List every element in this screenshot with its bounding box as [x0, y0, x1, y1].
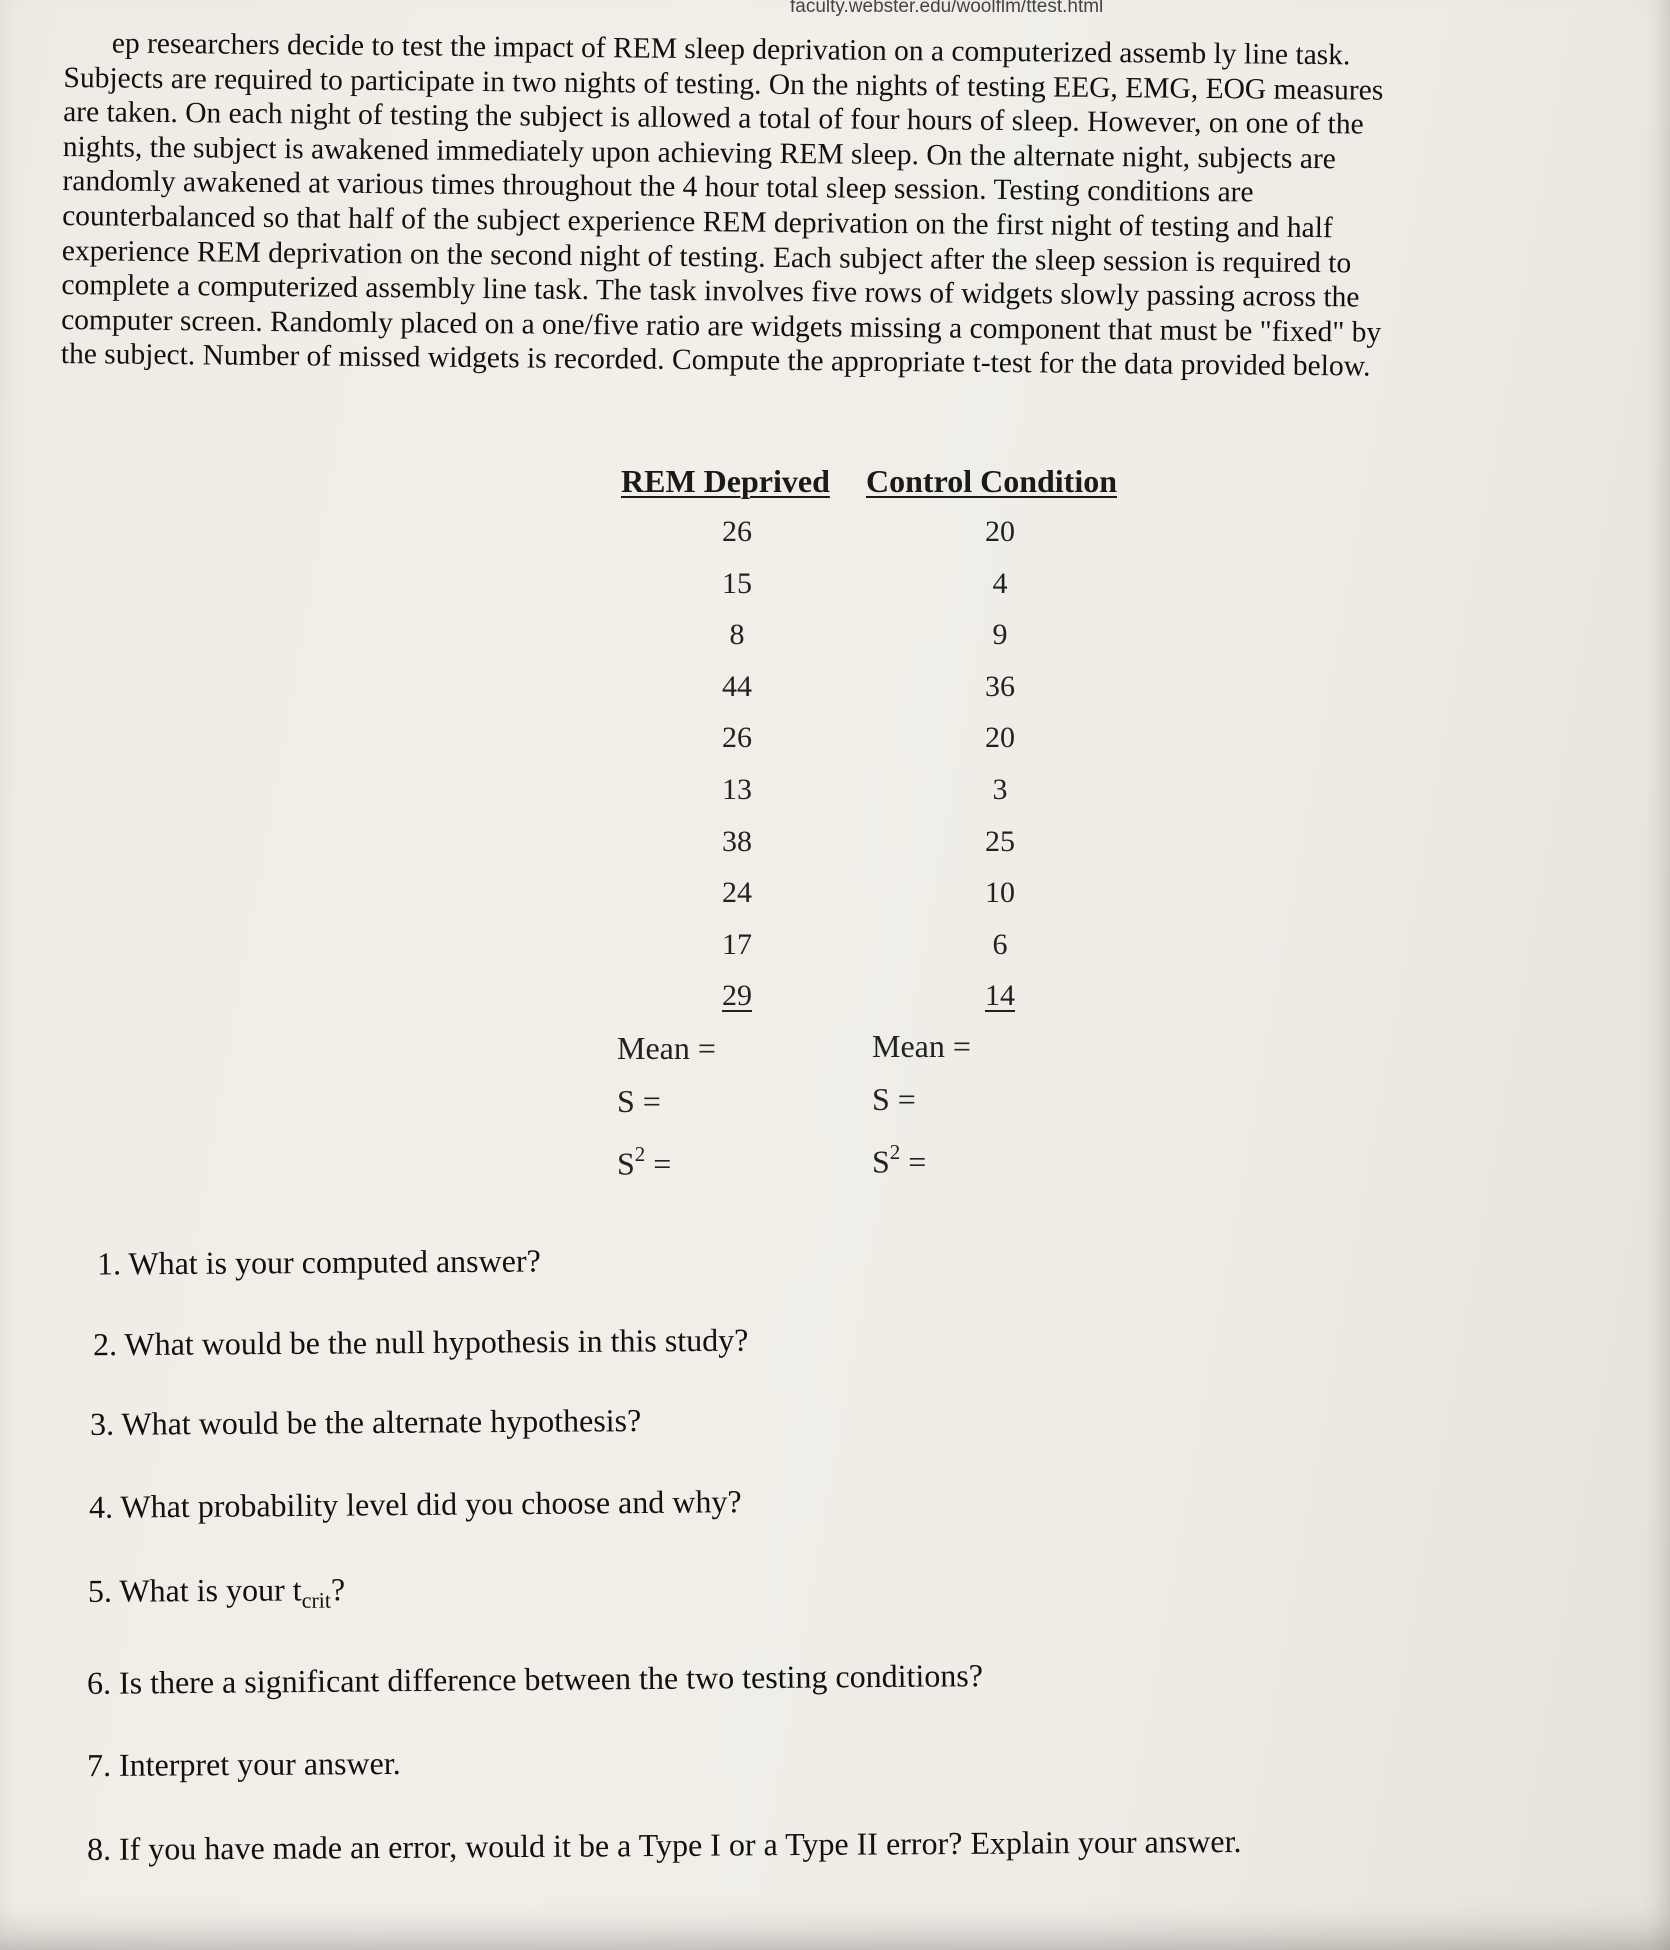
rem-value: 26 [722, 721, 752, 755]
rem-s-label: S = [617, 1083, 661, 1119]
question-2: 2. What would be the null hypothesis in this study? [92, 1321, 749, 1363]
question-4: 4. What probability level did you choose and why? [88, 1483, 742, 1525]
rem-value: 17 [722, 927, 752, 961]
control-s-label: S = [872, 1081, 916, 1117]
intro-line: counterbalanced so that half of the subject experience REM deprivation on the first night of testing and half [62, 199, 1333, 245]
rem-deprived-header: REM Deprived [621, 463, 830, 499]
control-values-column [960, 506, 1040, 1022]
rem-value: 29 [722, 979, 752, 1013]
rem-value: 44 [722, 669, 752, 703]
control-mean-label: Mean = [872, 1028, 971, 1064]
question-3: 3. What would be the alternate hypothesis? [89, 1402, 642, 1442]
control-value: 4 [992, 566, 1008, 600]
control-s2-label: $S^2$ = [872, 1140, 927, 1180]
rem-s2-label: $S^2$ = [617, 1142, 672, 1182]
control-value: 6 [992, 927, 1008, 961]
rem-value: 24 [722, 876, 752, 910]
question-6: 6. Is there a significant difference between the two testing conditions? [86, 1657, 984, 1701]
question-5: 5. What is your $t_{crit}$? [87, 1571, 346, 1613]
intro-line: randomly awakened at various times throughout the 4 hour total sleep session. Testing conditions are [62, 165, 1254, 209]
rem-value: 15 [722, 566, 752, 600]
control-value: 20 [985, 515, 1015, 548]
intro-line: the subject. Number of missed widgets is recorded. Compute the appropriate t-test for the data provided below. [60, 338, 1371, 383]
control-value: 14 [985, 979, 1015, 1013]
rem-value: 13 [722, 772, 752, 806]
rem-value: 8 [729, 618, 745, 652]
intro-line: ep researchers decide to test the impact of REM sleep deprivation on a computerized assemb ly line task. [111, 27, 1351, 72]
control-value: 25 [985, 824, 1015, 858]
intro-line: experience REM deprivation on the second night of testing. Each subject after the sleep session is required to [61, 234, 1352, 279]
question-8: 8. If you have made an error, would it be a Type I or a Type II error? Explain your answer. [86, 1822, 1242, 1868]
source-url: faculty.webster.edu/woolflm/ttest.html [790, 0, 1104, 17]
intro-line: nights, the subject is awakened immediately upon achieving REM sleep. On the alternate night, subjects are [62, 130, 1337, 175]
control-value: 10 [985, 876, 1015, 910]
intro-line: computer screen. Randomly placed on a one/five ratio are widgets missing a component that must be "fixed" by [61, 303, 1382, 349]
intro-line: complete a computerized assembly line task. The task involves five rows of widgets slowly passing across the [61, 269, 1360, 314]
problem-description [61, 26, 1654, 387]
control-condition-header: Control Condition [866, 463, 1118, 499]
intro-line: Subjects are required to participate in two nights of testing. On the nights of testing EEG, EMG, EOG measures [63, 61, 1384, 107]
control-value: 36 [985, 669, 1015, 703]
rem-value: 26 [722, 515, 752, 548]
rem-values-column [697, 506, 777, 1022]
control-value: 20 [985, 721, 1015, 755]
rem-mean-label: Mean = [617, 1030, 716, 1066]
question-7: 7. Interpret your answer. [86, 1744, 401, 1784]
control-value: 9 [992, 618, 1008, 652]
intro-line: are taken. On each night of testing the subject is allowed a total of four hours of sleep. However, on one of the [63, 96, 1364, 141]
question-1: 1. What is your computed answer? [96, 1242, 541, 1282]
control-value: 3 [992, 772, 1008, 806]
rem-value: 38 [722, 824, 752, 858]
